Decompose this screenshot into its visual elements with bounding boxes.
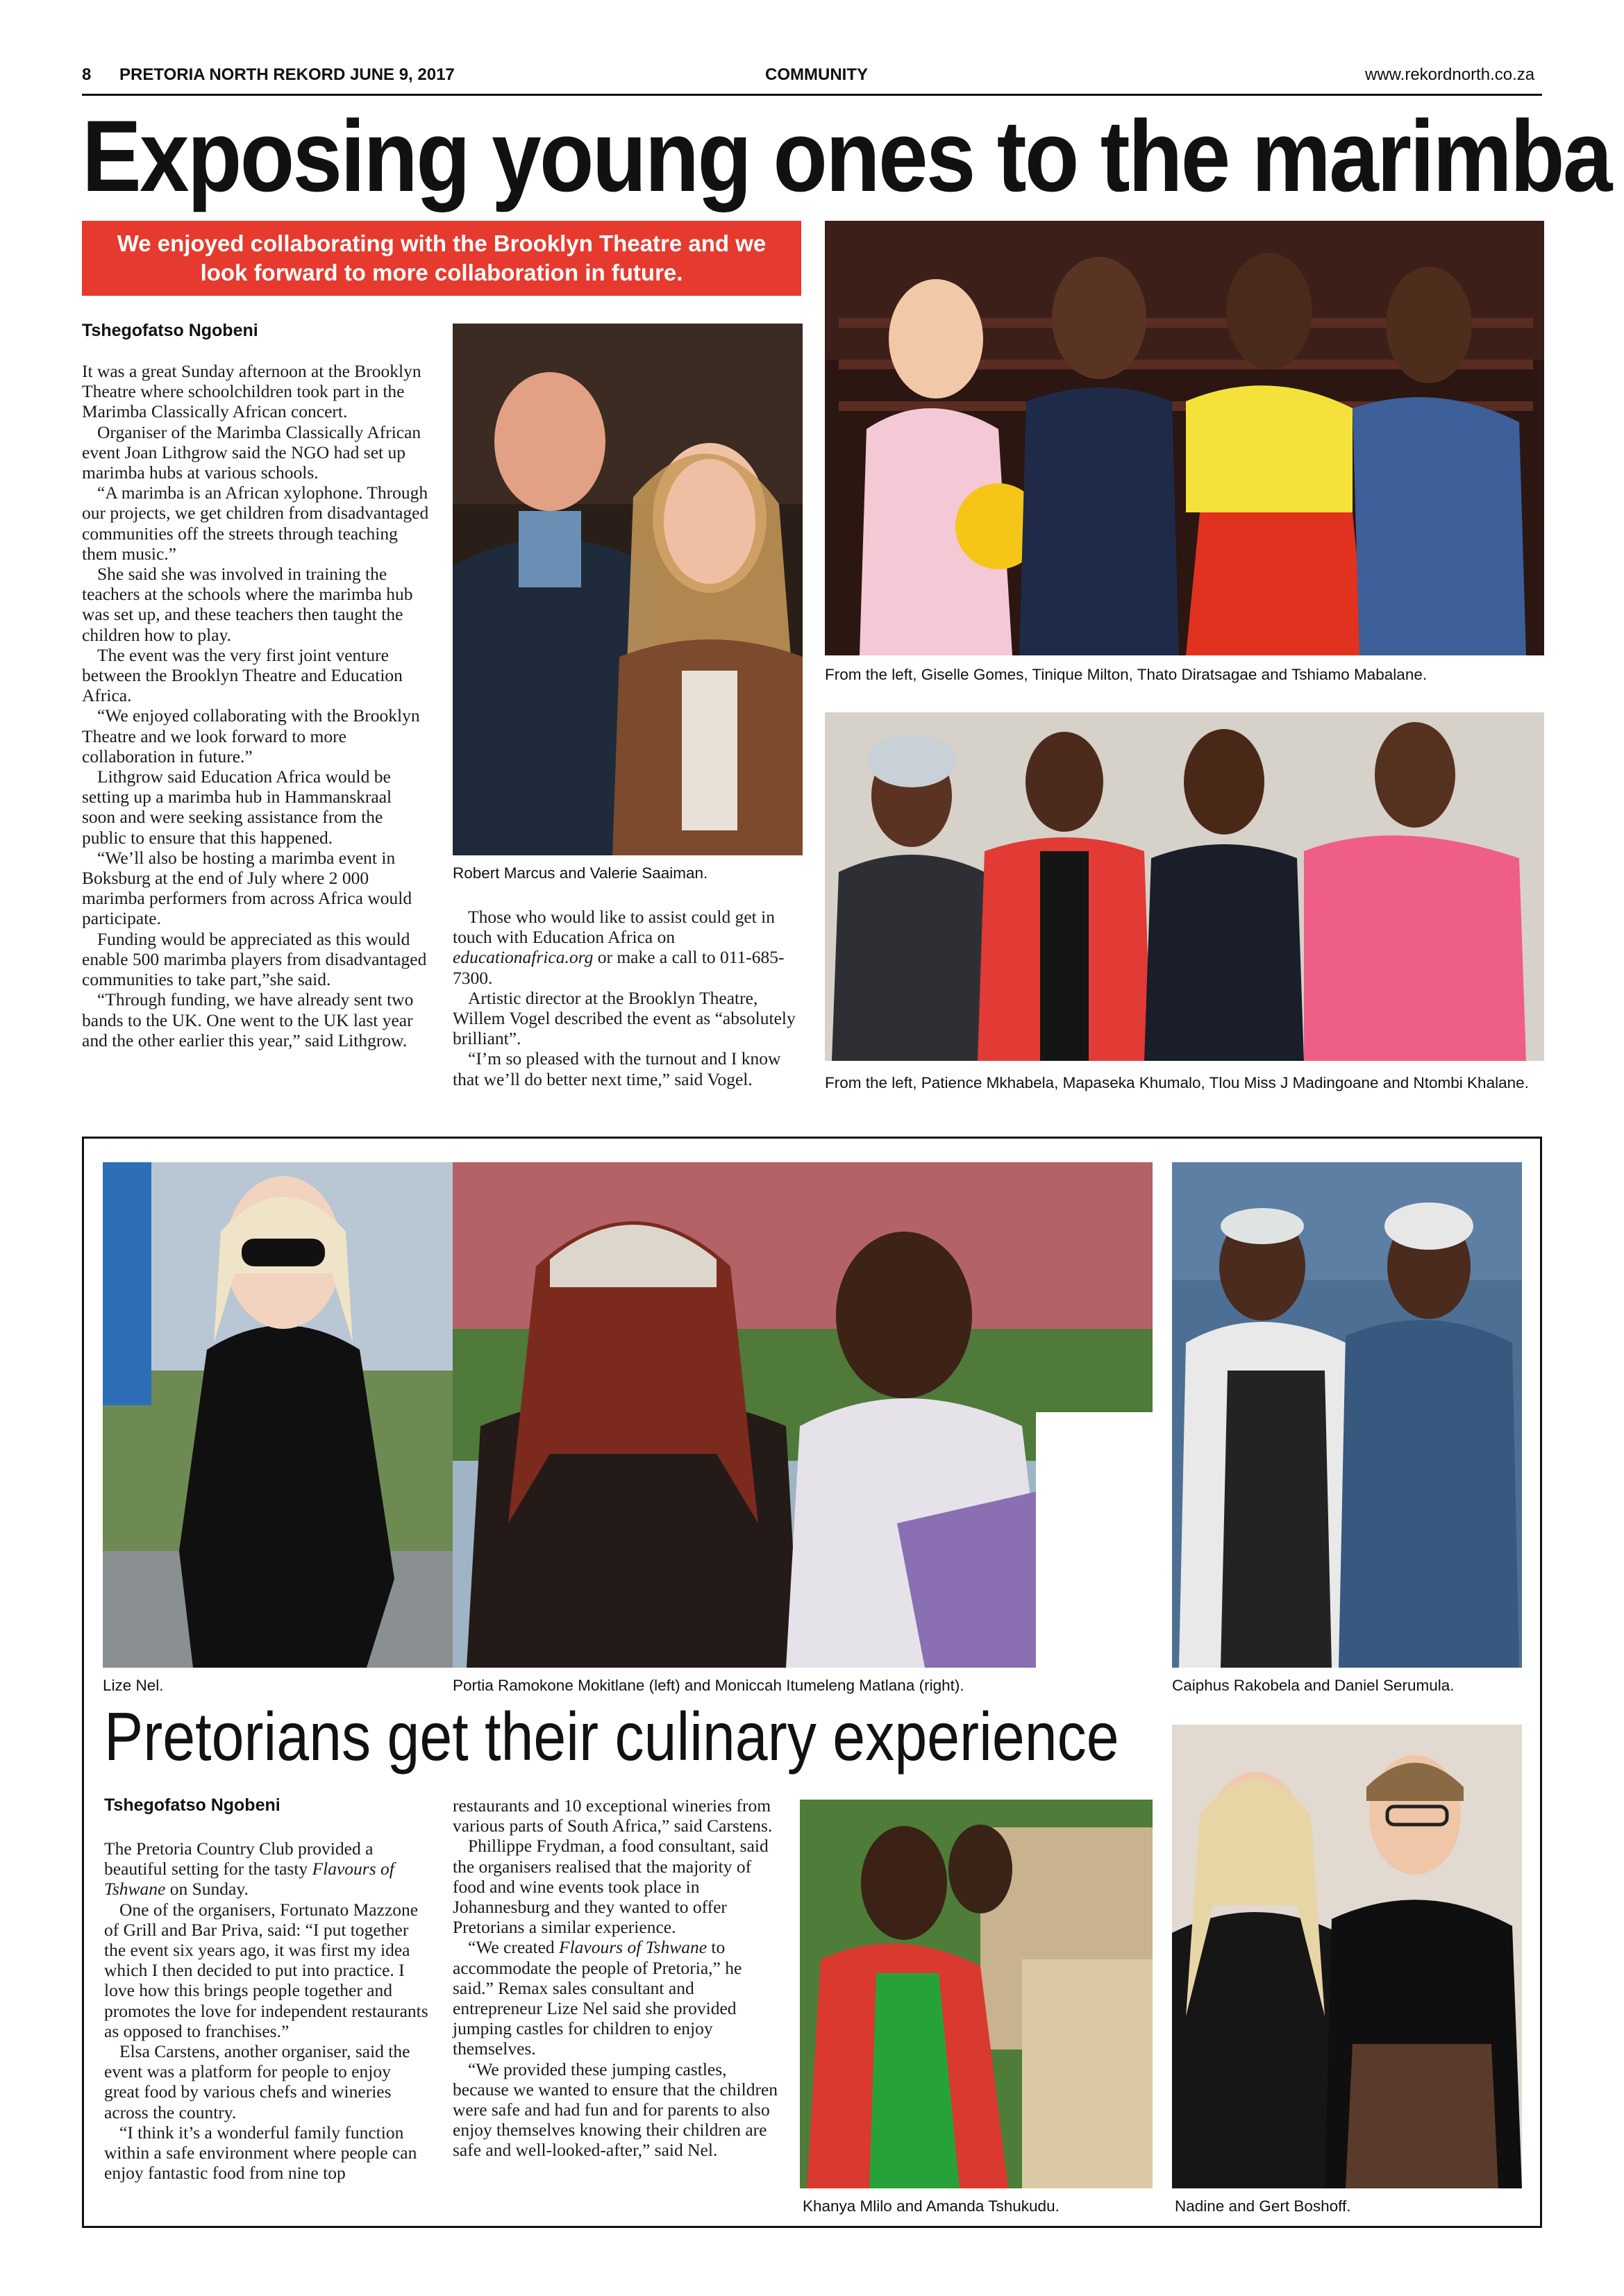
paragraph: “We’ll also be hosting a marimba event in Boksburg at the end of July where 2 000 marimba performers from across Africa would participate. bbox=[82, 847, 412, 929]
article-column-1 bbox=[82, 361, 429, 1050]
website-link[interactable]: www.rekordnorth.co.za bbox=[1365, 65, 1535, 84]
publication-line: PRETORIA NORTH REKORD JUNE 9, 2017 bbox=[119, 65, 455, 84]
photo-girls-theatre bbox=[825, 221, 1544, 655]
culinary-column-2: restaurants and 10 exceptional wineries from various parts of South Africa,” said Carstens. Phillippe Frydman, a food consultant, said the organisers realised that the majority of food and wine events took place in Johannesburg and they wanted to offer Pretorians a similar experience. “We created Flavours of Tshwane to accommodate the people of Pretoria,” he said.” Remax sales consultant and entrepreneur Lize Nel said she provided jumping castles for children to enjoy themselves. “We provided these jumping castles, because we wanted to ensure that the children were safe and had fun and for parents to also enjoy themselves knowing their children are safe and well-looked-after,” said Nel. bbox=[453, 1795, 778, 2161]
photo-robert-valerie bbox=[453, 324, 803, 855]
photo-khanya-amanda bbox=[800, 1800, 1153, 2188]
photo-lize-nel bbox=[103, 1162, 455, 1668]
byline: Tshegofatso Ngobeni bbox=[82, 321, 258, 340]
caption-robert-valerie: Robert Marcus and Valerie Saaiman. bbox=[453, 864, 708, 882]
pull-quote: We enjoyed collaborating with the Brooklyn Theatre and we look forward to more collaboration in future. bbox=[82, 221, 801, 296]
paragraph: Organiser of the Marimba Classically African event Joan Lithgrow said the NGO had set up marimba hubs at various schools. bbox=[82, 421, 421, 483]
photo-nadine-gert bbox=[1172, 1725, 1522, 2188]
paragraph: Elsa Carstens, another organiser, said the event was a platform for people to enjoy great food by various chefs and wineries across the country. bbox=[104, 2041, 410, 2122]
photo-women bbox=[825, 712, 1544, 1061]
caption-women: From the left, Patience Mkhabela, Mapaseka Khumalo, Tlou Miss J Madingoane and Ntombi Khalane. bbox=[825, 1074, 1529, 1091]
photo-caiphus-daniel bbox=[1172, 1162, 1522, 1668]
article-column-2: Those who would like to assist could get in touch with Education Africa on educationafrica.org or make a call to 011-685-7300. Artistic director at the Brooklyn Theatre, Willem Vogel described the event as “absolutely brilliant”. “I’m so pleased with the turnout and I know that we’ll do better next time,” said Vogel. bbox=[453, 907, 796, 1089]
caption-nadine-gert: Nadine and Gert Boshoff. bbox=[1175, 2197, 1351, 2215]
paragraph: It was a great Sunday afternoon at the Brooklyn Theatre where schoolchildren took part in the Marimba Classically African concert. bbox=[82, 361, 421, 422]
paragraph: One of the organisers, Fortunato Mazzone of Grill and Bar Priva, said: “I put together the event six years ago, it was first my idea which I then decided to put into practice. I love how this brings people together and promotes the love for independent restaurants as opposed to franchises.” bbox=[104, 1899, 428, 2041]
caption-khanya-amanda: Khanya Mlilo and Amanda Tshukudu. bbox=[803, 2197, 1060, 2215]
page-number: 8 bbox=[82, 65, 92, 84]
paragraph: “A marimba is an African xylophone. Through our projects, we get children from disadvantaged communities off the streets through teaching them music.” bbox=[82, 483, 429, 564]
caption-girls: From the left, Giselle Gomes, Tinique Milton, Thato Diratsagae and Tshiamo Mabalane. bbox=[825, 666, 1428, 683]
caption-portia-moniccah: Portia Ramokone Mokitlane (left) and Moniccah Itumeleng Matlana (right). bbox=[453, 1677, 964, 1694]
education-africa-link[interactable]: educationafrica.org bbox=[453, 947, 594, 968]
paragraph: “Through funding, we have already sent two bands to the UK. One went to the UK last year and the other earlier this year,” said Lithgrow. bbox=[82, 989, 414, 1050]
photo-portia-moniccah bbox=[453, 1162, 1153, 1668]
culinary-byline: Tshegofatso Ngobeni bbox=[104, 1795, 281, 1815]
paragraph: The event was the very first joint venture between the Brooklyn Theatre and Education Africa. bbox=[82, 644, 403, 706]
paragraph: Funding would be appreciated as this would enable 500 marimba players from disadvantaged communities to take part,”she said. bbox=[82, 928, 427, 990]
paragraph: “I think it’s a wonderful family function within a safe environment where people can enjoy fantastic food from nine top bbox=[104, 2122, 417, 2184]
paragraph: Lithgrow said Education Africa would be setting up a marimba hub in Hammanskraal soon and were seeking assistance from the public to ensure that this happened. bbox=[82, 766, 392, 848]
paragraph: “We enjoyed collaborating with the Brooklyn Theatre and we look forward to more collaboration in future.” bbox=[82, 705, 420, 766]
article-headline: Exposing young ones to the marimba bbox=[82, 99, 1611, 212]
culinary-headline: Pretorians get their culinary experience bbox=[104, 1698, 1119, 1775]
section-label: COMMUNITY bbox=[765, 65, 868, 84]
caption-caiphus-daniel: Caiphus Rakobela and Daniel Serumula. bbox=[1172, 1677, 1455, 1694]
header-rule bbox=[82, 94, 1542, 96]
caption-lize-nel: Lize Nel. bbox=[103, 1677, 164, 1694]
paragraph: She said she was involved in training the teachers at the schools where the marimba hub was set up, and these teachers then taught the children how to play. bbox=[82, 564, 413, 645]
culinary-column-1: The Pretoria Country Club provided a beautiful setting for the tasty Flavours of Tshwane on Sunday. One of the organisers, Fortunato Mazzone of Grill and Bar Priva, said: “I put together the event six years ago, it was first my idea which I then decided to put into practice. I love how this brings people together and promotes the love for independent restaurants as opposed to franchises.” Elsa Carstens, another organiser, said the event was a platform for people to enjoy great food by various chefs and wineries across the country. “I think it’s a wonderful family function within a safe environment where people can enjoy fantastic food from nine top bbox=[104, 1838, 430, 2183]
